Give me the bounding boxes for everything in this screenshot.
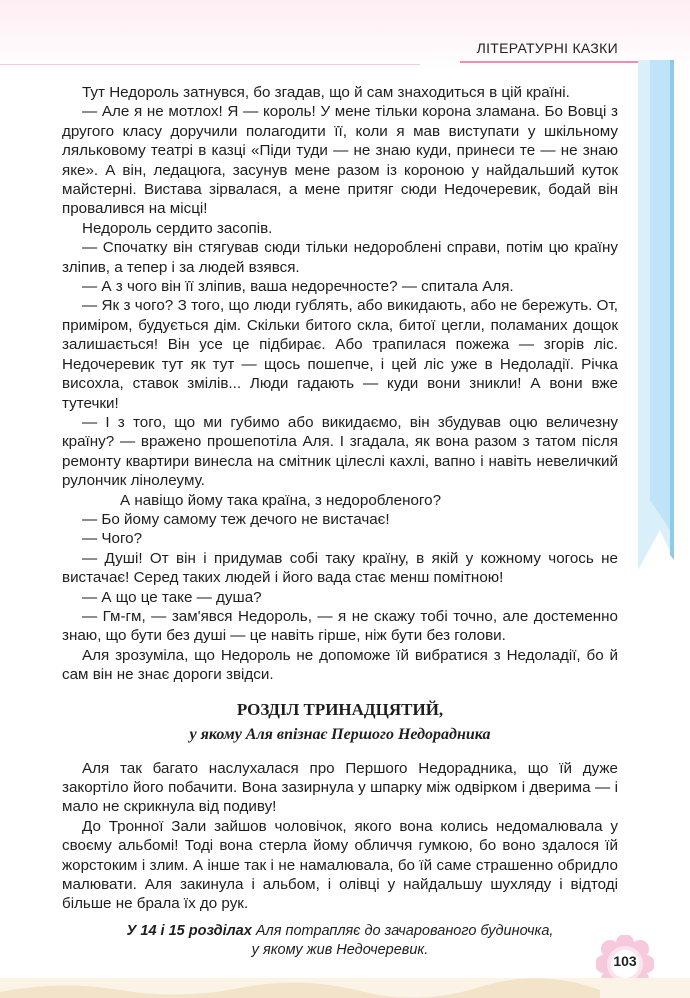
paragraph: — Чого? bbox=[82, 530, 143, 548]
paragraph: Тут Недороль затнувся, бо згадав, що й сам знаходиться в цій країні. bbox=[82, 84, 570, 101]
side-ribbon-decoration bbox=[630, 60, 690, 580]
paragraph: До Тронної Зали зайшов чоловічок, якого вона колись недомалювала у своєму альбомі! Тоді вона стерла йому обличчя гумкою, бо воно здалося їй жорстоким і злим. А інше так і не намалювала, бо їй саме страшенно обридло малювати. Аля закинула і альбом, і олівці у найдальшу шухляду і відтоді більше не брала їх до рук. bbox=[62, 817, 618, 913]
bottom-decoration bbox=[0, 958, 690, 998]
page-body bbox=[62, 83, 618, 960]
story-text-top bbox=[62, 83, 618, 685]
header-band bbox=[0, 0, 690, 70]
header-divider-left bbox=[0, 64, 420, 65]
story-text-bottom bbox=[62, 759, 618, 914]
header-divider bbox=[460, 61, 650, 63]
paragraph: — Спочатку він стягував сюди тільки недороблені справи, потім цю країну зліпив, а тепер і за людей взявся. bbox=[62, 239, 618, 276]
chapter-subtitle: у якому Аля впізнає Першого Недорадника bbox=[189, 725, 491, 743]
page-number: 103 bbox=[613, 953, 637, 969]
running-header: ЛІТЕРАТУРНІ КАЗКИ bbox=[476, 40, 618, 56]
paragraph: — Бо йому самому теж дечого не вистачає! bbox=[82, 510, 390, 528]
paragraph: — І з того, що ми губимо або викидаємо, він збудував оцю величезну країну? — вражено прошепотіла Аля. І згадала, як вона разом з татом після ремонту квартири винесла на смітник цілеслі кахлі, вапно і навіть невеличкий рулончик лінолеуму. bbox=[62, 413, 618, 490]
paragraph: — Душі! От він і придумав собі таку країну, в якій у кожному чогось не вистачає! Серед таких людей і його вада стає менш помітною! bbox=[62, 549, 618, 587]
paragraph: — Як з чого? З того, що люди гублять, або викидають, або не бережуть. От, приміром, будується дім. Скільки битого скла, битої цегли, поламаних дощок залишається! Він усе це підбирає. Або трапилася пожежа — згорів ліс. Недочеревик тут як тут — щось пошепче, і цей ліс уже в Недоладії. Річка висохла, ставок змілів... Люди гадають — куди вони зникли! А вони вже тутечки! bbox=[62, 297, 618, 412]
paragraph: — Гм-гм, — зам'явся Недороль, — я не скажу тобі точно, але достеменно знаю, що бути без душі — це навіть гірше, ніж бути без голови. bbox=[62, 607, 618, 645]
note-line2: у якому жив Недочеревик. bbox=[251, 941, 429, 958]
paragraph: Аля так багато наслухалася про Першого Недорадника, що їй дуже закортіло його побачити. Вона зазирнула у шпарку між одвірком і дверима — і мало не скрикнула від подиву! bbox=[62, 759, 618, 816]
note-bold: У 14 і 15 розділах bbox=[126, 922, 252, 939]
chapter-summary-note bbox=[62, 922, 618, 960]
note-line1: Аля потрапляє до зачарованого будиночка, bbox=[251, 922, 554, 939]
paragraph: — А з чого він її зліпив, ваша недоречносте? — спитала Аля. bbox=[82, 278, 514, 296]
paragraph: Недороль сердито засопів. bbox=[82, 219, 273, 237]
paragraph: — Але я не мотлох! Я — король! У мене тільки корона зламана. Бо Вовці з другого класу доручили полагодити її, коли я мав виступати у шкільному ляльковому театрі в казці «Піди туди — не знаю куди, принеси те — не знаю яке». А він, ледацюга, засунув мене разом із короною у найдальший куток майстерні. Вистава зірвалася, а мене притяг сюди Недочеревик, бодай він провалився на місці! bbox=[62, 103, 618, 218]
paragraph: Аля зрозуміла, що Недороль не допоможе їй вибратися з Недоладії, бо й сам він не знає дороги звідси. bbox=[62, 646, 618, 684]
chapter-title: РОЗДІЛ ТРИНАДЦЯТИЙ, bbox=[236, 699, 444, 719]
paragraph: — А що це таке — душа? bbox=[82, 588, 262, 606]
paragraph: А навіщо йому така країна, з недоробленого? bbox=[120, 491, 442, 509]
